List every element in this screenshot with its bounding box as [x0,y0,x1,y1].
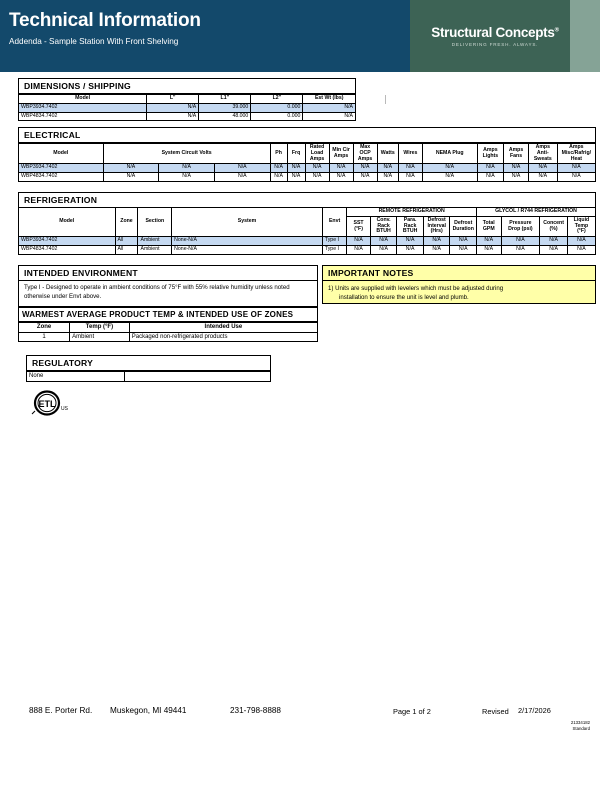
cell-zone: All [115,246,138,254]
col-nema-plug: NEMA Plug [422,144,477,164]
col-est-wt: Est Wt (lbs) [303,95,355,104]
cell-watts: N/A [377,164,398,173]
cell-amps-fans: N/A [504,173,529,181]
refrigeration-title: REFRIGERATION [19,193,595,208]
cell-volts-3: N/A [214,164,270,173]
note-continuation-text: installation to ensure the unit is level and plumb. [339,294,469,302]
col-min-cir-amps: Min Cir Amps [329,144,353,164]
cell-concent: N/A [540,237,568,246]
cell-volts-2: N/A [159,173,215,181]
cell-para-rack: N/A [397,237,424,246]
cell-zone: All [115,237,138,246]
cell-zone: 1 [19,332,70,341]
cell-frq: N/A [287,173,305,181]
company-logo [425,25,565,40]
table-header-row [19,144,595,164]
warmest-temp-title: WARMEST AVERAGE PRODUCT TEMP & INTENDED USE OF ZONES [19,308,317,322]
footer-address: 888 E. Porter Rd. [29,706,93,715]
cell-rated-load-amps: N/A [305,164,329,173]
col-wires: Wires [398,144,422,164]
cell-amps-fans: N/A [504,164,529,173]
table-row [19,173,595,181]
company-logo-text: Structural Concepts [431,25,555,40]
cell-amps-lights: N/A [477,164,504,173]
cell-liquid-temp: N/A [567,237,595,246]
cell-system: None-N/A [172,246,323,254]
footer-revised-label: Revised [482,707,509,716]
company-tagline: DELIVERING FRESH. ALWAYS. [451,42,539,47]
cell-volts-3: N/A [214,173,270,181]
cell-l: N/A [147,112,199,120]
cell-section: Ambient [138,246,172,254]
cell-nema-plug: N/A [422,173,477,181]
cell-amps-anti-sweats: N/A [528,164,557,173]
cell-pressure-drop: N/A [501,237,540,246]
refrigeration-table [19,208,595,254]
cell-l2: 0.000 [251,112,303,120]
col-defrost-interval: Defrost Interval (Hrs) [423,216,450,236]
col-sst: SST (°F) [347,216,370,236]
col-frq: Frq [287,144,305,164]
dimensions-panel [18,78,356,121]
cell-pressure-drop: N/A [501,246,540,254]
group-remote-refrigeration: REMOTE REFRIGERATION [347,208,477,216]
table-row [27,372,270,381]
cell-total-gpm: N/A [477,246,502,254]
cell-model: WBP4834.7402 [19,173,103,181]
cell-para-rack: N/A [397,246,424,254]
cell-sst: N/A [347,246,370,254]
table-row [19,164,595,173]
etl-icon [30,390,74,418]
dimensions-shipping-section [18,78,356,121]
col-amps-anti-sweats: Amps Anti-Sweats [528,144,557,164]
col-intended-use: Intended Use [129,323,317,333]
cell-intended-use: Packaged non-refrigerated products [129,332,317,341]
cell-conv-rack: N/A [370,246,397,254]
col-liquid-temp: Liquid Temp (°F) [567,216,595,236]
col-model: Model [19,144,103,164]
cell-envt: Type I [322,246,347,254]
cell-rated-load-amps: N/A [305,173,329,181]
cell-volts-1: N/A [103,164,159,173]
intended-environment-title: INTENDED ENVIRONMENT [19,266,317,281]
cell-amps-anti-sweats: N/A [528,173,557,181]
col-envt: Envt [322,208,347,237]
cell-ph: N/A [270,173,287,181]
intended-environment-body: Type I - Designed to operate in ambient conditions of 75°F with 55% relative humidity unless noted otherwise under Envt above. [24,284,290,300]
cell-model: WBP3934.7402 [19,164,103,173]
col-model: Model [19,208,115,237]
cell-volts-1: N/A [103,173,159,181]
col-concent: Concent (%) [540,216,568,236]
header-green-accent-band [570,0,600,72]
note-item [323,281,595,303]
table-row [19,332,317,341]
col-amps-lights: Amps Lights [477,144,504,164]
regulatory-title: REGULATORY [27,356,270,371]
cell-envt: Type I [322,237,347,246]
etl-certification-mark [30,390,74,418]
svg-text:ETL: ETL [38,399,56,409]
cell-max-ocp-amps: N/A [353,173,377,181]
cell-section: Ambient [138,237,172,246]
cell-l: N/A [147,103,199,112]
col-amps-misc: Amps Misc/Rafrig/ Heat [557,144,595,164]
cell-max-ocp-amps: N/A [353,164,377,173]
col-rated-load-amps: Rated Load Amps [305,144,329,164]
cell-model: WBP3934.7402 [19,237,115,246]
col-conv-rack-btuh: Conv. Rack BTUH [370,216,397,236]
col-system-circuit-volts: System Circuit Volts [103,144,270,164]
cell-l1: 48.000 [199,112,251,120]
col-amps-fans: Amps Fans [504,144,529,164]
cell-min-cir-amps: N/A [329,164,353,173]
page-subtitle: Addenda - Sample Station With Front Shelving [9,37,179,46]
col-temp: Temp (°F) [70,323,130,333]
footer-revised-date: 2/17/2026 [518,706,551,715]
page-title: Technical Information [9,10,201,31]
intended-environment-panel [18,265,318,307]
col-total-gpm: Total GPM [477,216,502,236]
cell-conv-rack: N/A [370,237,397,246]
cell-concent: N/A [540,246,568,254]
table-row [19,246,595,254]
regulatory-section [26,355,271,382]
warmest-temp-table [19,322,317,341]
col-watts: Watts [377,144,398,164]
table-group-header-row [19,208,595,216]
footer-document-number: 21334182 [570,720,590,725]
cell-l1: 39.000 [199,103,251,112]
intended-environment-section [18,265,318,307]
cell-model: WBP4834.7402 [19,246,115,254]
col-defrost-duration: Defrost Duration [450,216,477,236]
col-system: System [172,208,323,237]
cell-defrost-interval: N/A [423,237,450,246]
cell-defrost-duration: N/A [450,246,477,254]
warmest-temp-section [18,307,318,342]
regulatory-table [27,371,270,381]
cell-nema-plug: N/A [422,164,477,173]
cell-defrost-duration: N/A [450,237,477,246]
warmest-temp-panel [18,307,318,342]
refrigeration-panel [18,192,596,255]
cell-wires: N/A [398,164,422,173]
regulatory-panel [26,355,271,382]
col-zone: Zone [115,208,138,237]
cell-system: None-N/A [172,237,323,246]
cell-wires: N/A [398,173,422,181]
cell-est-wt: N/A [303,112,355,120]
cell-frq: N/A [287,164,305,173]
cell-total-gpm: N/A [477,237,502,246]
cell-model: WBP4834.7402 [19,112,147,120]
cell-regulatory-value [124,372,270,381]
electrical-title: ELECTRICAL [19,128,595,143]
table-header-row [19,95,355,104]
col-l1: L1" [199,95,251,104]
col-model: Model [19,95,147,104]
cell-ph: N/A [270,164,287,173]
col-zone: Zone [19,323,70,333]
footer-document-type: Standard [572,726,590,731]
col-section: Section [138,208,172,237]
page-footer [0,702,612,742]
important-notes-section [322,265,596,304]
cell-min-cir-amps: N/A [329,173,353,181]
page-header [0,0,612,72]
col-l2: L2" [251,95,303,104]
table-header-row [19,323,317,333]
footer-page-number: Page 1 of 2 [393,707,431,716]
table-row [19,112,355,120]
cell-amps-misc: N/A [557,173,595,181]
trademark-icon: ® [554,27,559,34]
cell-volts-2: N/A [159,164,215,173]
table-row [19,237,595,246]
table-row [19,103,355,112]
cell-amps-misc: N/A [557,164,595,173]
cell-est-wt: N/A [303,103,355,112]
col-para-rack-btuh: Para. Rack BTUH [397,216,424,236]
footer-phone: 231-798-8888 [230,706,281,715]
cell-l2: 0.000 [251,103,303,112]
cell-model: WBP3934.7402 [19,103,147,112]
cell-watts: N/A [377,173,398,181]
cell-regulatory-name: None [27,372,124,381]
footer-city-state-zip: Muskegon, MI 49441 [110,706,187,715]
group-glycol-refrigeration: GLYCOL / R744 REFRIGERATION [477,208,596,216]
cell-defrost-interval: N/A [423,246,450,254]
refrigeration-section [18,192,596,255]
col-max-ocp-amps: Max OCP Amps [353,144,377,164]
cell-sst: N/A [347,237,370,246]
important-notes-panel [322,265,596,304]
dimensions-title: DIMENSIONS / SHIPPING [19,79,355,94]
electrical-table [19,143,595,181]
col-ph: Ph [270,144,287,164]
margin-tick-mark [385,95,386,104]
electrical-panel [18,127,596,182]
col-l: L" [147,95,199,104]
svg-text:US: US [61,406,68,412]
electrical-section [18,127,596,182]
cell-liquid-temp: N/A [567,246,595,254]
col-pressure-drop: Pressure Drop (psi) [501,216,540,236]
dimensions-table [19,94,355,120]
note-lead-text: 1) Units are supplied with levelers which must be adjusted during [328,285,504,292]
important-notes-title: IMPORTANT NOTES [323,266,595,281]
cell-temp: Ambient [70,332,130,341]
cell-amps-lights: N/A [477,173,504,181]
